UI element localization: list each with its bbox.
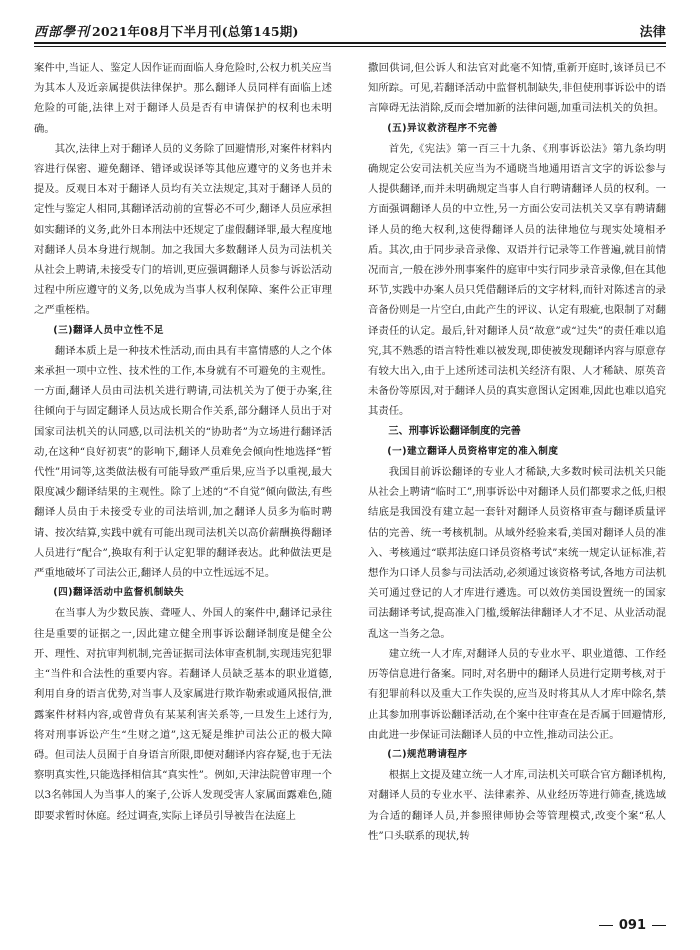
section-heading: 三、刑事诉讼翻译制度的完善 <box>388 425 521 437</box>
footer-dash-right <box>652 925 666 927</box>
header-journal-info <box>34 21 299 40</box>
subsection-heading: (三)翻译人员中立性不足 <box>53 324 164 336</box>
header-rule-thick <box>34 42 666 44</box>
paragraph: 建立统一人才库,对翻译人员的专业水平、职业道德、工作经历等信息进行备案。同时,对名册中的翻译人员进行定期考核,对于有犯罪前科以及重大工作失误的,应当及时将其从人才库中除名,禁止其参加刑事诉讼翻译活动,在个案中往审查在是否属于回避情形,由此进一步保证司法翻译人员的中立性,推动司法公正。 <box>368 647 666 741</box>
running-header <box>34 20 666 40</box>
paragraph: 首先,《宪法》第一百三十九条、《刑事诉讼法》第九条均明确规定公安司法机关应当为不通晓当地通用语言文字的诉讼参与人提供翻译,而并未明确规定当事人自行聘请翻译人员的权利。一方面强调翻译人员的中立性,另一方面公安司法机关又享有聘请翻译人员的绝大权利,这使得翻译人员的法律地位与现实处境相矛盾。其次,由于同步录音录像、双语并行记录等工作普遍,就目前情况而言,一般在涉外刑事案件的庭审中实行同步录音录像,但在其他环节,实践中办案人员只凭借翻译后的文字材料,而针对陈述言的录音备份则是一片空白,由此产生的评议、认定有瑕疵,也限制了对翻译责任的认定。最后,针对翻译人员“故意”或“过失”的责任难以追究,其不熟悉的语言特性难以被发现,即使被发现翻译内容与原意存有较大出入,由于上述所述司法机关经济有限、人才稀缺、原英音未备份等原因,对于翻译人员的真实意图认定困难,因此也难以追究其责任。 <box>368 142 666 418</box>
journal-logo: 西部學刊 <box>34 25 91 40</box>
paragraph: 根据上文提及建立统一人才库,司法机关可联合官方翻译机构,对翻译人员的专业水平、法律素养、从业经历等进行筛查,挑选域为合适的翻译人员,并参照律师协会等管理模式,改变个案“私人性”口头联系的现状,转 <box>368 769 666 842</box>
page-number: 091 <box>618 918 646 933</box>
subsection-heading: (一)建立翻译人员资格审定的准入制度 <box>387 445 559 457</box>
footer-dash-left <box>599 925 613 927</box>
header-rule-thin <box>34 46 666 47</box>
paragraph-continued: 撒回供词,但公诉人和法官对此毫不知情,重新开庭时,该译员已不知所踪。可见,若翻译活动中监督机制缺失,非但使刑事诉讼中的语言障碍无法消除,反而会增加新的法律问题,加重司法机关的负担。 <box>368 62 666 115</box>
right-column <box>368 58 666 914</box>
left-column <box>34 58 332 914</box>
section-name: 法律 <box>639 25 666 40</box>
page-footer <box>599 918 666 933</box>
issue-info: 2021年08月下半月刊(总第145期) <box>92 24 299 39</box>
paragraph: 我国目前诉讼翻译的专业人才稀缺,大多数时候司法机关只能从社会上聘请“临时工”,刑事诉讼中对翻译人员们都要求之低,归根结底是我国没有建立起一套针对翻译人员资格审查与翻译质量评估的完善、统一考核机制。从域外经验来看,美国对翻译人员的准入、考核通过“联邦法庭口译员资格考试”来统一规定认证标准,若想作为口译人员参与司法活动,必须通过该资格考试,各地方司法机关可通过登记的人才库进行遴选。可以效仿美国设置统一的国家司法翻译考试,提高准入门槛,缓解法律翻译人才不足、从业活动混乱这一当务之急。 <box>368 466 666 640</box>
paragraph: 翻译本质上是一种技术性活动,而由具有丰富情感的人之个体来承担一项中立性、技术性的工作,本身就有不可避免的主观性。一方面,翻译人员由司法机关进行聘请,司法机关为了便于办案,往往倾向于与固定翻译人员达成长期合作关系,部分翻译人员出于对国家司法机关的认同感,以司法机关的“协助者”为立场进行翻译活动,在这种“良好初衷”的影响下,翻译人员难免会倾向性地选择“暂代性”用词等,这类做法极有可能导致严重后果,应当予以重视,最大限度减少翻译结果的主观性。除了上述的“不自觉”倾向做法,有些翻译人员由于未接受专业的司法培训,加之翻译人员多为临时聘请、按次结算,实践中就有可能出现司法机关以高价薪酬换得翻译人员进行“配合”,换取有利于认定犯罪的翻译表达。此种做法更是严重地破坏了司法公正,翻译人员的中立性远远不足。 <box>34 344 332 580</box>
paragraph-continued: 案件中,当证人、鉴定人因作证而面临人身危险时,公权力机关应当为其本人及近亲属提供法律保护。那么翻译人员同样有面临上述危险的可能,法律上对于翻译人员是否有申请保护的权利也未明确。 <box>34 62 332 135</box>
paragraph: 在当事人为少数民族、聋哑人、外国人的案件中,翻译记录往往是重要的证据之一,因此建立健全刑事诉讼翻译制度是健全公开、理性、对抗审判机制,完善证据司法体审查机制,实现违宪犯罪主“当件和合法性的重要内容。若翻译人员缺乏基本的职业道德,利用自身的语言优势,对当事人及家属进行欺诈勒索或通风报信,泄露案件材料内容,或曾背负有某某利害关系等,一旦发生上述行为,将对刑事诉讼产生“生财之道”,这无疑是维护司法公正的极大障碍。但司法人员囿于自身语言所限,即便对翻译内容存疑,也于无法察明真实性,只能选择相信其“真实性”。例如,天津法院曾审理一个以3名韩国人为当事人的案子,公诉人发现受害人家属面露难色,随即要求暂时休庭。经过调查,实际上译员引导被告在法庭上 <box>34 607 332 822</box>
subsection-heading: (二)规范聘请程序 <box>387 748 468 760</box>
paragraph: 其次,法律上对于翻译人员的义务除了回避情形,对案件材料内容进行保密、避免翻译、错译或误译等其他应遵守的义务也并未提及。反观日本对于翻译人员均有关立法规定,其对于翻译人员的定性与鉴定人相同,其翻译活动前的宣誓必不可少,翻译人员应承担如实翻译的义务,此外日本刑法中还规定了虚假翻译罪,最大程度地对翻译人员本身进行规制。加之我国大多数翻译人员为司法机关从社会上聘请,未接受专门的培训,更应强调翻译人员参与诉讼活动过程中所应遵守的义务,以免成为当事人权利保障、案件公正审理之严重桎梏。 <box>34 142 332 317</box>
subsection-heading: (五)异议救济程序不完善 <box>387 122 498 134</box>
subsection-heading: (四)翻译活动中监督机制缺失 <box>53 587 185 599</box>
